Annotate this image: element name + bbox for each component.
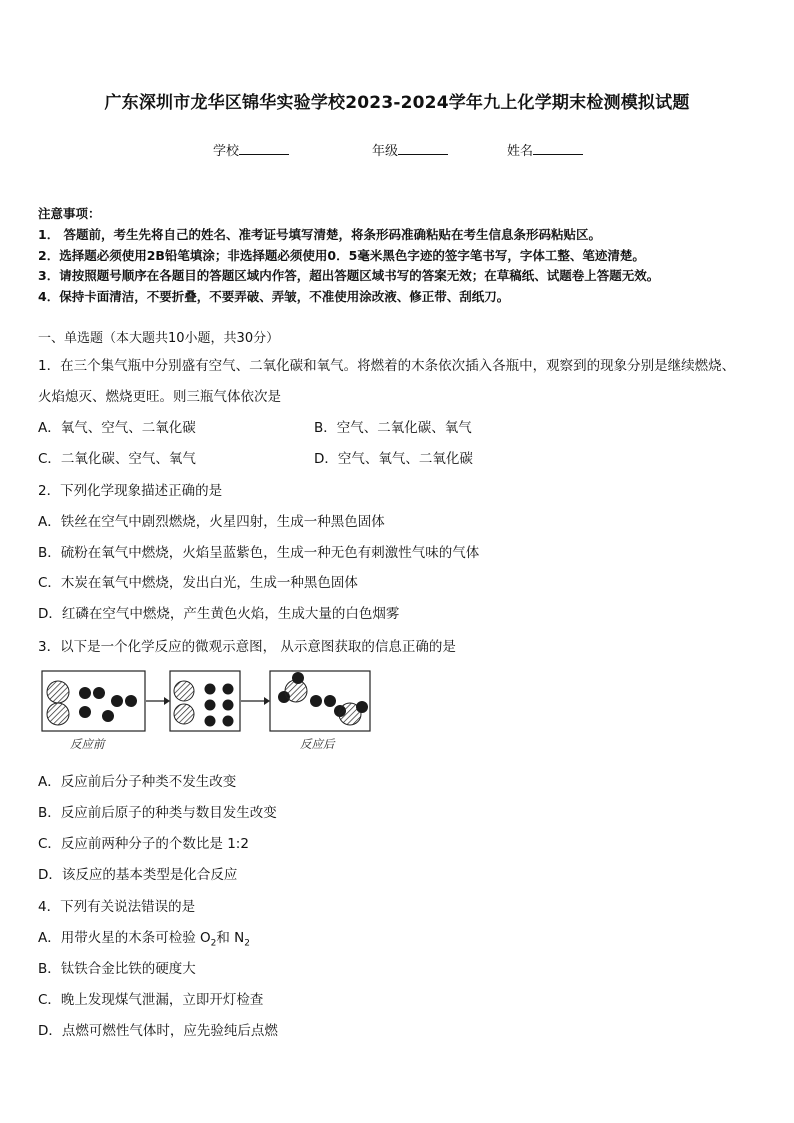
q4-option-a-text1: A．用带火星的木条可检验 O <box>38 930 211 946</box>
q4-option-a-sub1: 2 <box>210 938 217 949</box>
q1-option-b[interactable]: B．空气、二氧化碳、氧气 <box>314 420 472 436</box>
black-atom <box>223 684 234 695</box>
black-atom <box>79 687 91 699</box>
hatched-atom <box>174 681 194 701</box>
notice-item: 1． 答题前，考生先将自己的姓名、准考证号填写清楚，将条形码准确粘贴在考生信息条形码粘贴区。 <box>38 227 602 242</box>
q1-option-d[interactable]: D．空气、氧气、二氧化碳 <box>314 451 473 467</box>
black-atom <box>324 695 336 707</box>
hatched-atom <box>47 703 69 725</box>
q4-option-a[interactable] <box>38 926 250 949</box>
section-title: 一、单选题（本大题共10小题，共30分） <box>38 331 280 346</box>
black-atom <box>223 700 234 711</box>
q4-option-a-text2: 和 N <box>216 930 245 946</box>
q4-option-b[interactable]: B．钛铁合金比铁的硬度大 <box>38 961 196 977</box>
q2-stem: 2．下列化学现象描述正确的是 <box>38 483 223 499</box>
notice-title: 注意事项： <box>38 206 101 221</box>
before-label: 反应前 <box>70 737 105 751</box>
grade-blank[interactable] <box>398 140 448 155</box>
q3-option-c[interactable]: C．反应前两种分子的个数比是 1:2 <box>38 836 249 852</box>
name-field <box>507 140 583 159</box>
notice-item: 3．请按照题号顺序在各题目的答题区域内作答，超出答题区域书写的答案无效；在草稿纸、试题卷上答题无效。 <box>38 268 660 283</box>
black-atom <box>111 695 123 707</box>
black-atom <box>125 695 137 707</box>
black-atom <box>292 672 304 684</box>
q3-option-d[interactable]: D．该反应的基本类型是化合反应 <box>38 867 238 883</box>
black-atom <box>205 716 216 727</box>
grade-field <box>372 140 448 159</box>
notice-item: 2．选择题必须使用2B铅笔填涂；非选择题必须使用0．5毫米黑色字迹的签字笔书写，字体工整、笔迹清楚。 <box>38 248 645 263</box>
q3-option-a[interactable]: A．反应前后分子种类不发生改变 <box>38 774 237 790</box>
q2-option-b[interactable]: B．硫粉在氧气中燃烧，火焰呈蓝紫色，生成一种无色有刺激性气味的气体 <box>38 545 480 561</box>
q2-option-a[interactable]: A．铁丝在空气中剧烈燃烧，火星四射，生成一种黑色固体 <box>38 514 385 530</box>
school-field <box>213 140 289 159</box>
q2-option-d[interactable]: D．红磷在空气中燃烧，产生黄色火焰，生成大量的白色烟雾 <box>38 606 400 622</box>
name-blank[interactable] <box>533 140 583 155</box>
black-atom <box>223 716 234 727</box>
q4-option-a-sub2: 2 <box>244 938 251 949</box>
arrow-head-icon <box>164 697 170 705</box>
notice-item: 4．保持卡面清洁，不要折叠，不要弄破、弄皱，不准使用涂改液、修正带、刮纸刀。 <box>38 289 510 304</box>
grade-label: 年级 <box>372 144 399 159</box>
black-atom <box>310 695 322 707</box>
q4-option-d[interactable]: D．点燃可燃性气体时，应先验纯后点燃 <box>38 1023 278 1039</box>
hatched-atom <box>47 681 69 703</box>
black-atom <box>93 687 105 699</box>
q3-option-b[interactable]: B．反应前后原子的种类与数目发生改变 <box>38 805 277 821</box>
school-blank[interactable] <box>239 140 289 155</box>
reaction-diagram <box>40 669 375 751</box>
black-atom <box>356 701 368 713</box>
hatched-atom <box>174 704 194 724</box>
q1-stem-line1: 1．在三个集气瓶中分别盛有空气、二氧化碳和氧气。将燃着的木条依次插入各瓶中，观察到的现象分别是继续燃烧、 <box>38 358 736 374</box>
q1-option-c[interactable]: C．二氧化碳、空气、氧气 <box>38 451 196 467</box>
black-atom <box>205 700 216 711</box>
q4-stem: 4．下列有关说法错误的是 <box>38 899 196 915</box>
q2-option-c[interactable]: C．木炭在氧气中燃烧，发出白光，生成一种黑色固体 <box>38 575 358 591</box>
black-atom <box>79 706 91 718</box>
black-atom <box>205 684 216 695</box>
q1-stem-line2: 火焰熄灭、燃烧更旺。则三瓶气体依次是 <box>38 389 281 405</box>
after-label: 反应后 <box>300 737 335 751</box>
arrow-head-icon <box>264 697 270 705</box>
q3-stem: 3．以下是一个化学反应的微观示意图， 从示意图获取的信息正确的是 <box>38 639 456 655</box>
page-title: 广东深圳市龙华区锦华实验学校2023-2024学年九上化学期末检测模拟试题 <box>104 93 690 113</box>
school-label: 学校 <box>213 144 240 159</box>
q4-option-c[interactable]: C．晚上发现煤气泄漏，立即开灯检查 <box>38 992 264 1008</box>
name-label: 姓名 <box>507 144 534 159</box>
q1-option-a[interactable]: A．氧气、空气、二氧化碳 <box>38 420 196 436</box>
black-atom <box>102 710 114 722</box>
